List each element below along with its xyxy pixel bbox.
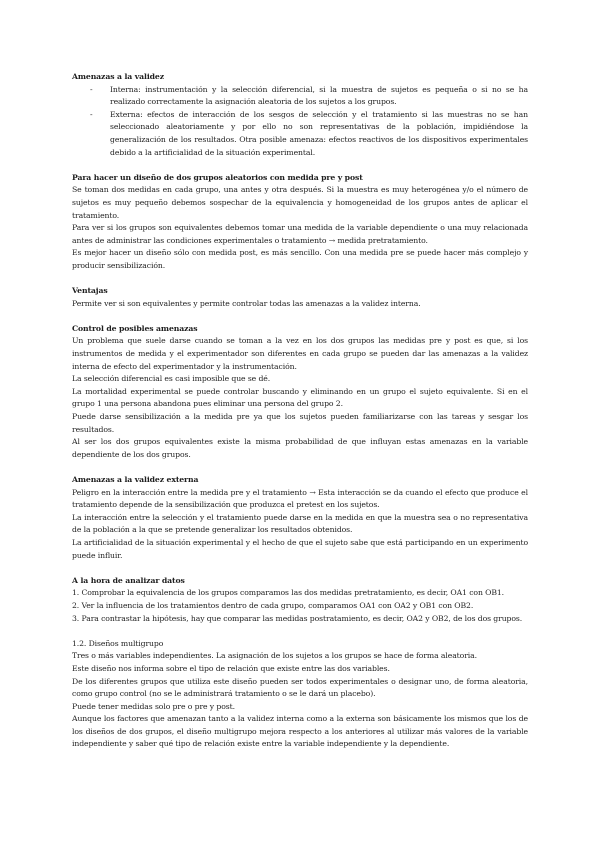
list-item: - Interna: instrumentación y la selección diferencial, si la muestra de sujetos es pequeña o si no se ha realizado correctamente la asignación aleatoria de los sujetos a los grupos. bbox=[90, 84, 528, 107]
list-item: - Externa: efectos de interacción de los sesgos de selección y el tratamiento si las muestras no se han seleccionado aleatoriamente y por ello no son representativas de la población, impidiéndose la generalización de los resultados. Otra posible amenaza: efectos reactivos de los dispositivos experimentales debido a la artificialidad de la situación experimental. bbox=[90, 109, 528, 157]
paragraph: La artificialidad de la situación experimental y el hecho de que el sujeto sabe que está participando en un experimento puede influir. bbox=[72, 537, 528, 560]
paragraph: Es mejor hacer un diseño sólo con medida post, es más sencillo. Con una medida pre se puede hacer más complejo y producir sensibilización. bbox=[72, 248, 528, 270]
paragraph: Aunque los factores que amenazan tanto a la validez interna como a la externa son básicamente los mismos que los de los diseños de dos grupos, el diseño multigrupo mejora respecto a los anteriores al utilizar más valores de la variable independiente y saber qué tipo de relación existe entre la variable independiente y la dependiente. bbox=[72, 714, 528, 749]
paragraph: Se toman dos medidas en cada grupo, una antes y otra después. Si la muestra es muy heterogénea y/o el número de sujetos es muy pequeño debemos sospechar de la equivalencia y homogeneidad de los grupos antes de aplicar el tratamiento. bbox=[72, 185, 528, 220]
paragraph: La interacción entre la selección y el tratamiento puede darse en la medida en que la muestra sea o no representativa de la población a la que se pretende generalizar los resultados obtenidos. bbox=[72, 512, 528, 535]
paragraph: 3. Para contrastar la hipótesis, hay que comparar las medidas postratamiento, es decir, OA2 y OB2, de los dos grupos. bbox=[72, 613, 523, 623]
paragraph: Tres o más variables independientes. La asignación de los sujetos a los grupos se hace de forma aleatoria. bbox=[72, 651, 477, 661]
paragraph: Este diseño nos informa sobre el tipo de relación que existe entre las dos variables. bbox=[72, 663, 390, 673]
section-heading-external-validity: Amenazas a la validez externa bbox=[72, 475, 199, 484]
section-heading-data-analysis: A la hora de analizar datos bbox=[72, 575, 185, 585]
section-heading-advantages: Ventajas bbox=[72, 286, 108, 296]
paragraph: 2. Ver la influencia de los tratamientos dentro de cada grupo, comparamos OA1 con OA2 y OB1 con OB2. bbox=[72, 600, 474, 610]
paragraph: Para ver si los grupos son equivalentes debemos tomar una medida de la variable dependiente o una muy relacionada antes de administrar las condiciones experimentales o tratamiento → medida pretratamiento. bbox=[72, 223, 528, 245]
paragraph: De los diferentes grupos que utiliza este diseño pueden ser todos experimentales o designar uno, de forma aleatoria, como grupo control (no se le administrará tratamiento o se le dará un placebo). bbox=[72, 676, 528, 699]
paragraph: Peligro en la interacción entre la medida pre y el tratamiento → Esta interacción se da cuando el efecto que produce el tratamiento depende de la sensibilización que produzca el pretest en los sujetos. bbox=[72, 487, 528, 510]
dash-bullet: - bbox=[90, 109, 93, 119]
paragraph: La mortalidad experimental se puede controlar buscando y eliminando en un grupo el sujeto equivalente. Si en el grupo 1 una persona abandona pues eliminar una persona del grupo 2. bbox=[72, 386, 528, 409]
dash-bullet: - bbox=[90, 84, 93, 94]
document-body bbox=[72, 71, 528, 751]
section-heading-multigroup: 1.2. Diseños multigrupo bbox=[72, 638, 164, 648]
paragraph: Al ser los dos grupos equivalentes existe la misma probabilidad de que influyan estas amenazas en la variable dependiente de los dos grupos. bbox=[72, 437, 528, 459]
section-heading-validity-threats: Amenazas a la validez bbox=[72, 72, 164, 81]
paragraph: Puede darse sensibilización a la medida pre ya que los sujetos pueden familiarizarse con las tareas y sesgar los resultados. bbox=[72, 412, 528, 434]
section-heading-threat-control: Control de posibles amenazas bbox=[72, 323, 198, 333]
paragraph: 1. Comprobar la equivalencia de los grupos comparamos las dos medidas pretratamiento, es decir, OA1 con OB1. bbox=[72, 588, 505, 598]
paragraph: Un problema que suele darse cuando se toman a la vez en los dos grupos las medidas pre y post es que, si los instrumentos de medida y el experimentador son diferentes en cada grupo se pueden dar las amenazas a la validez interna de efecto del experimentador y la instrumentación. bbox=[72, 336, 528, 371]
paragraph: Puede tener medidas solo pre o pre y post. bbox=[72, 701, 235, 711]
paragraph: Permite ver si son equivalentes y permite controlar todas las amenazas a la validez interna. bbox=[72, 298, 421, 308]
section-heading-pre-post-design: Para hacer un diseño de dos grupos aleatorios con medida pre y post bbox=[72, 172, 363, 182]
paragraph: La selección diferencial es casi imposible que se dé. bbox=[72, 374, 271, 384]
validity-threats-list bbox=[72, 84, 528, 160]
